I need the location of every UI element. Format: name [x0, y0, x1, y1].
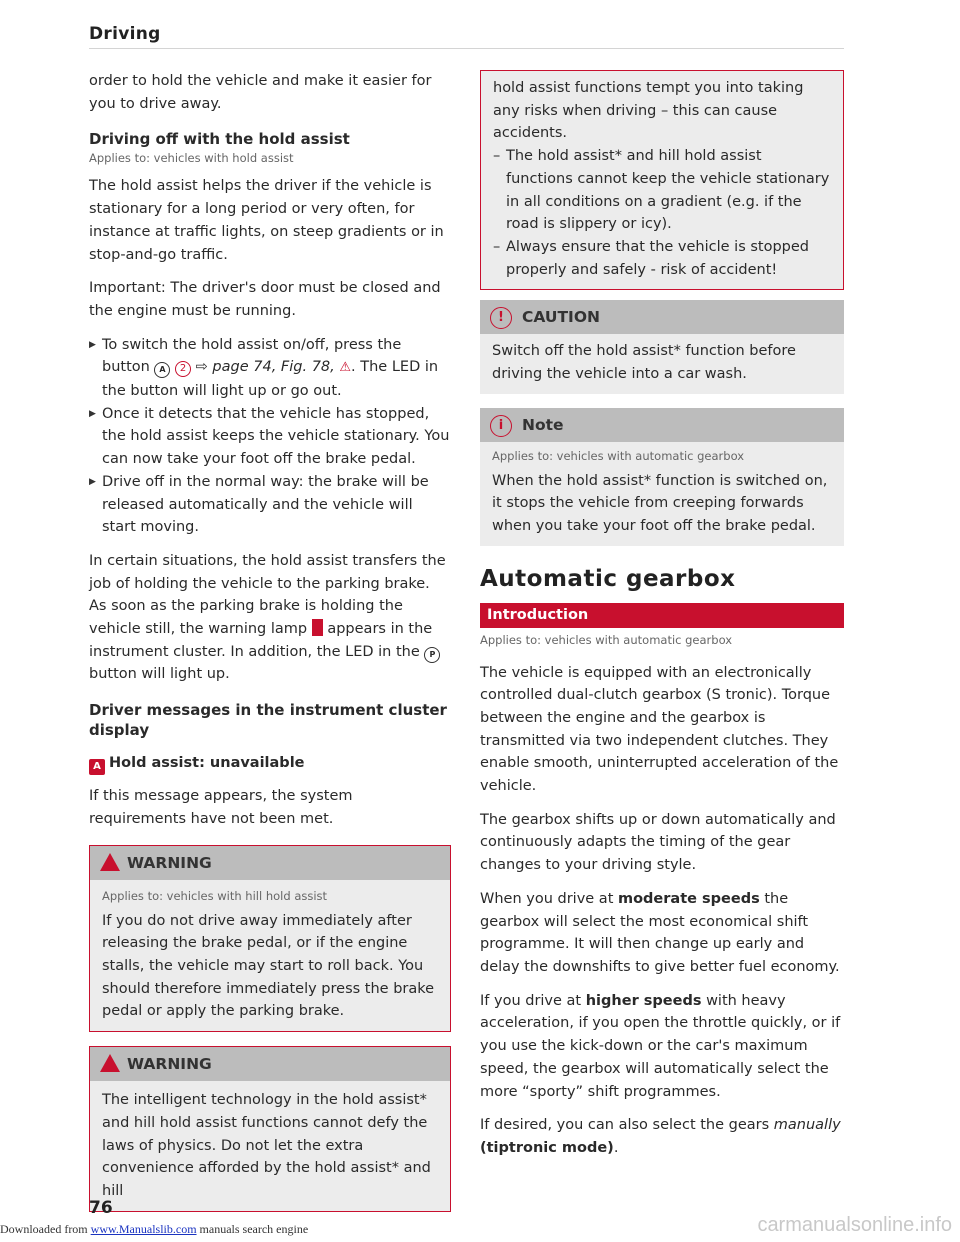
- warning-text: hold assist functions tempt you into taking any risks when driving – this can cause accidents.: [493, 80, 804, 142]
- warning-list: [493, 145, 831, 281]
- chapter-heading: Automatic gearbox: [480, 565, 736, 592]
- page-number: 76: [89, 1198, 113, 1218]
- warning-box-2: [89, 1046, 451, 1212]
- heading-driving-off: Driving off with the hold assist: [89, 130, 350, 149]
- left-column: [89, 70, 451, 1212]
- watermark: carmanualsonline.info: [757, 1214, 952, 1236]
- heading-driver-messages: Driver messages in the instrument cluster display: [89, 701, 447, 740]
- warning-lamp-icon: [312, 619, 323, 636]
- section-title: Driving: [89, 24, 161, 44]
- footer: Downloaded from www.Manualslib.com manuals search engine: [0, 1222, 309, 1236]
- hold-assist-icon: A: [154, 362, 170, 378]
- higher-speeds-paragraph: If you drive at higher speeds with heavy acceleration, if you open the throttle quickly, or if you use the kick-down or the car's maximum speed, the gearbox will automatically select the more “sporty” shift programmes.: [480, 992, 841, 1100]
- caution-header: ! CAUTION: [480, 300, 844, 334]
- parking-brake-paragraph: In certain situations, the hold assist transfers the job of holding the vehicle to the parking brake. As soon as the parking brake is holding the vehicle still, the warning lamp appears in the instrument cluster. In addition, the LED in the P button will light up.: [89, 552, 446, 683]
- note-header: i Note: [480, 408, 844, 442]
- info-icon: i: [490, 415, 512, 437]
- note-box: [480, 408, 844, 546]
- parking-icon: P: [424, 647, 440, 663]
- warning-text: If you do not drive away immediately after releasing the brake pedal, or if the engine stalls, the vehicle may start to roll back. You should therefore immediately press the brake pedal or apply the parking brake.: [102, 912, 435, 1020]
- hold-assist-paragraph: The hold assist helps the driver if the vehicle is stationary for a long period or very often, for instance at traffic lights, on steep gradients or in stop-and-go traffic.: [89, 178, 444, 263]
- moderate-speeds-paragraph: When you drive at moderate speeds the gearbox will select the most economical shift programme. It will then change up early and delay the downshifts to give better fuel economy.: [480, 890, 840, 975]
- message-text: If this message appears, the system requirements have not been met.: [89, 788, 353, 827]
- list-item: – The hold assist* and hill hold assist functions cannot keep the vehicle stationary in all conditions on a gradient (e.g. if the road is slippery or icy).: [493, 145, 831, 236]
- applies-note: Applies to: vehicles with automatic gearbox: [492, 448, 745, 463]
- caution-text: Switch off the hold assist* function before driving the vehicle into a car wash.: [480, 334, 844, 393]
- shift-paragraph: The gearbox shifts up or down automatically and continuously adapts the timing of the gear changes to your driving style.: [480, 811, 836, 874]
- hold-assist-message-icon: A: [89, 759, 105, 775]
- callout-number: 2: [175, 361, 191, 377]
- gearbox-paragraph: The vehicle is equipped with an electronically controlled dual-clutch gearbox (S tronic). Torque between the engine and the gearbox is transmitted via two independent clutches. They enable smooth, uninterrupted acceleration of the vehicle.: [480, 664, 839, 795]
- message-title: A Hold assist: unavailable: [89, 752, 451, 775]
- warning-triangle-icon: [100, 853, 120, 871]
- applies-note: Applies to: vehicles with automatic gearbox: [480, 632, 733, 647]
- header-rule: [89, 48, 844, 49]
- caution-icon: !: [490, 307, 512, 329]
- page-reference-link[interactable]: ⇨ page 74, Fig. 78,: [195, 359, 335, 376]
- intro-paragraph: order to hold the vehicle and make it easier for you to drive away.: [89, 73, 432, 112]
- list-item: – Always ensure that the vehicle is stopped properly and safely - risk of accident!: [493, 236, 831, 281]
- applies-note: Applies to: vehicles with hill hold assist: [102, 888, 328, 903]
- warning-header: WARNING: [90, 846, 450, 880]
- warning-triangle-icon: ⚠: [339, 360, 352, 376]
- note-text: When the hold assist* function is switched on, it stops the vehicle from creeping forwards when you take your foot off the brake pedal.: [492, 472, 828, 535]
- caution-box: [480, 300, 844, 393]
- right-column: [480, 70, 844, 1171]
- warning-triangle-icon: [100, 1054, 120, 1072]
- list-item: ▶ Drive off in the normal way: the brake will be released automatically and the vehicle will start moving.: [89, 471, 451, 539]
- tiptronic-paragraph: If desired, you can also select the gears manually (tiptronic mode).: [480, 1117, 841, 1156]
- warning-box-continued: [480, 70, 844, 290]
- instruction-list: [89, 334, 451, 539]
- manualslib-link[interactable]: www.Manualslib.com: [90, 1222, 197, 1236]
- section-bar: Introduction: [480, 603, 844, 628]
- warning-text: The intelligent technology in the hold assist* and hill hold assist functions cannot defy the laws of physics. Do not let the extra convenience afforded by the hold assist* and hill: [102, 1092, 431, 1199]
- warning-header: WARNING: [90, 1047, 450, 1081]
- warning-box-1: [89, 845, 451, 1033]
- important-paragraph: Important: The driver's door must be closed and the engine must be running.: [89, 280, 441, 319]
- list-item: ▶ To switch the hold assist on/off, press the button A 2 ⇨ page 74, Fig. 78, ⚠. The LED in the button will light up or go out.: [89, 334, 451, 403]
- list-item: ▶ Once it detects that the vehicle has stopped, the hold assist keeps the vehicle stationary. You can now take your foot off the brake pedal.: [89, 403, 451, 471]
- applies-note: Applies to: vehicles with hold assist: [89, 151, 294, 166]
